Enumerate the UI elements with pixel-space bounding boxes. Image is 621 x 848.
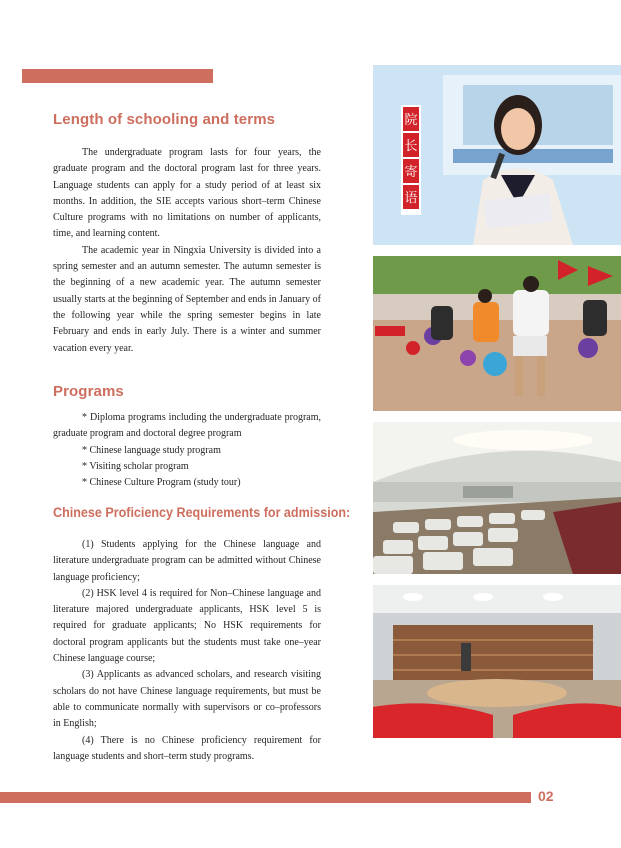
list-item: * Chinese language study program [82,444,221,456]
footer-accent-bar [0,792,531,803]
section-schooling [53,111,321,128]
section-title-programs: Programs [53,383,124,400]
list-item: * Visiting scholar program [82,460,189,472]
photo-exercise [373,256,621,411]
section-title-requirements: Chinese Proficiency Requirements for admission: [53,505,351,520]
paragraph: (1) Students applying for the Chinese language and literature undergraduate program can be admitted without Chinese language proficiency; [53,539,321,583]
section-title-schooling: Length of schooling and terms [53,111,276,128]
section-requirements [53,505,351,520]
list-item: * Diploma programs including the undergraduate program, graduate program and doctoral degree program [53,412,321,440]
photo-speaker [373,65,621,245]
programs-list [53,410,321,491]
banner-char: 寄 [404,165,418,180]
paragraph: (2) HSK level 4 is required for Non–Chinese language and literature majored undergraduate applicants, HSK level 5 is required for graduate applicants; No HSK requirements for doctoral program applicants but the students must take one–year Chinese language course; [53,587,321,665]
list-item: * Chinese Culture Program (study tour) [82,477,241,489]
section-programs [53,383,321,400]
banner-char: 长 [404,139,418,154]
schooling-text [53,145,321,357]
page-number: 02 [538,788,554,804]
paragraph: (3) Applicants as advanced scholars, and research visiting scholars do not have Chinese language requirements, but must be able to communicate normally with supervisors or co–professors in English; [53,669,321,730]
header-accent-bar [22,69,213,83]
requirements-text [53,537,321,765]
photo-auditorium [373,422,621,574]
paragraph: The academic year in Ningxia University is divided into a spring semester and an autumn semester. The autumn semester is the beginning of a new academic year. The autumn semester usually starts at the beginning of September and ends in January of the following year while the spring semester begins in late February and ends in early July. There is a winter and summer vacation every year. [53,244,321,354]
banner-char: 院 [404,113,418,128]
photo-library [373,585,621,738]
banner-char: 语 [404,191,418,206]
paragraph: The undergraduate program lasts for four years, the graduate program and the doctoral program last for three years. Language students can apply for a study period of at least six months. In addition, the SIE accepts various short–term Chinese Culture programs with no limitations on number of applicants, time, and learning content. [53,147,321,240]
paragraph: (4) There is no Chinese proficiency requirement for language students and short–term study programs. [53,734,321,762]
